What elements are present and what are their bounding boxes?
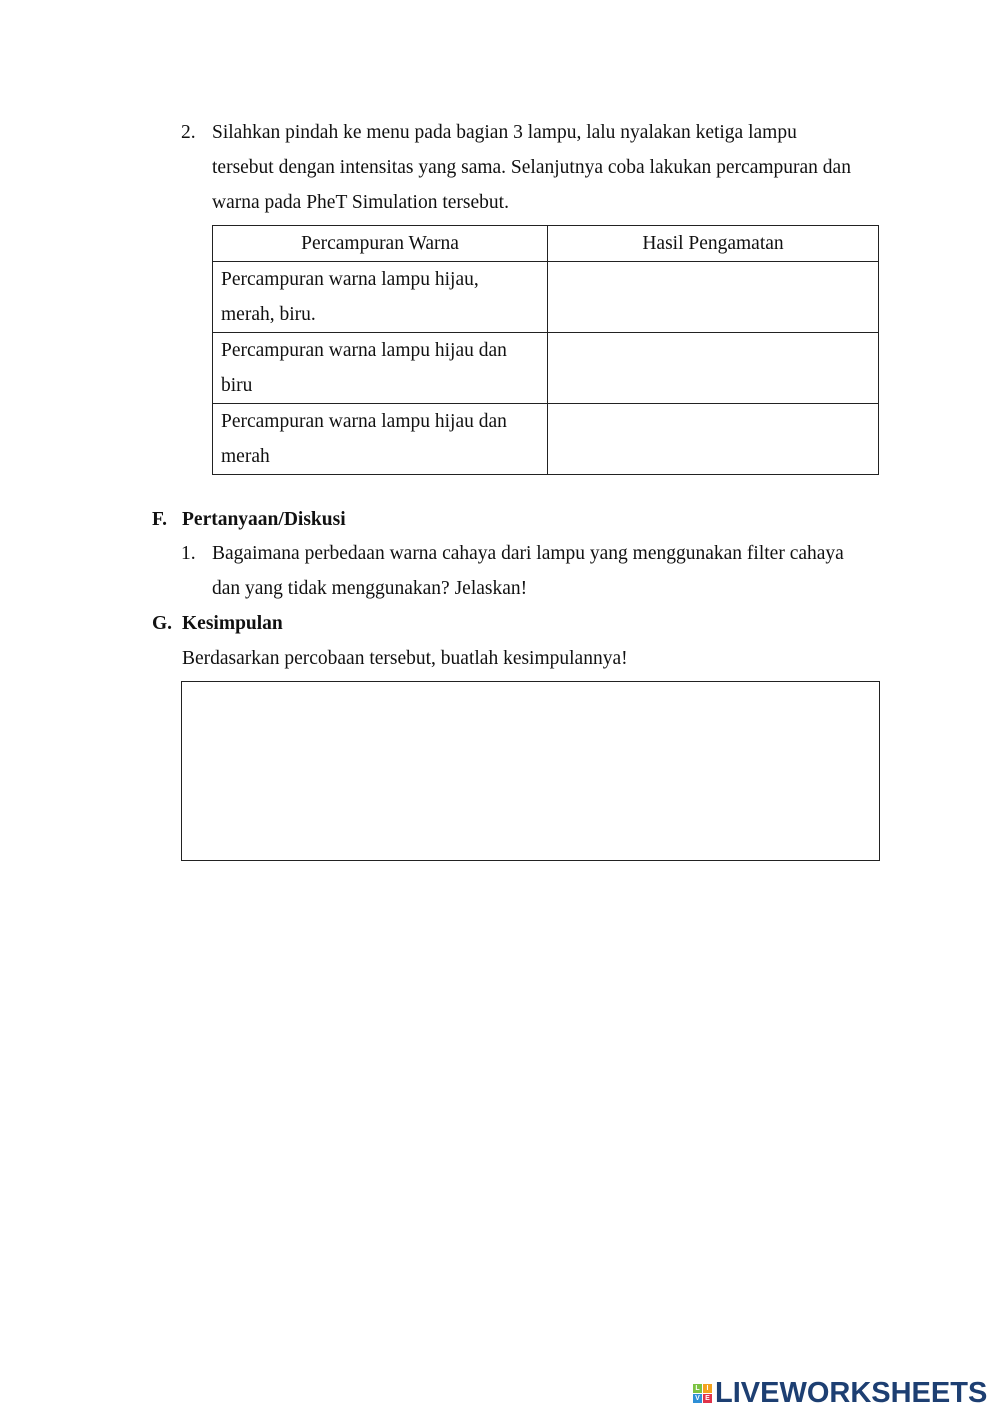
conclusion-instruction: Berdasarkan percobaan tersebut, buatlah kesimpulannya! [182, 648, 628, 669]
table-header-row [213, 226, 879, 262]
header-mixing: Percampuran Warna [213, 226, 548, 262]
item-2-line-2: tersebut dengan intensitas yang sama. Selanjutnya coba lakukan percampuran dan [212, 157, 851, 178]
section-f-letter: F. [152, 509, 167, 530]
conclusion-answer-box[interactable] [181, 681, 880, 861]
question-1-number: 1. [181, 543, 196, 564]
color-mixing-table [212, 225, 879, 475]
cell-line: biru [221, 375, 253, 396]
table-row [213, 262, 879, 333]
cell-line: merah [221, 446, 270, 467]
header-observation: Hasil Pengamatan [548, 226, 879, 262]
table-row [213, 404, 879, 475]
table-row [213, 333, 879, 404]
cell-line: Percampuran warna lampu hijau, [221, 269, 479, 290]
section-g-letter: G. [152, 613, 173, 634]
section-g-title: Kesimpulan [182, 613, 283, 634]
item-2-line-1: Silahkan pindah ke menu pada bagian 3 lampu, lalu nyalakan ketiga lampu [212, 122, 797, 143]
mixing-cell [213, 333, 548, 404]
logo-tile: L [693, 1384, 702, 1393]
mixing-cell [213, 262, 548, 333]
section-f-title: Pertanyaan/Diskusi [182, 509, 346, 530]
observation-answer-field[interactable] [548, 404, 879, 475]
question-1-line-1: Bagaimana perbedaan warna cahaya dari lampu yang menggunakan filter cahaya [212, 543, 844, 564]
observation-answer-field[interactable] [548, 262, 879, 333]
question-1-line-2: dan yang tidak menggunakan? Jelaskan! [212, 578, 528, 599]
observation-answer-field[interactable] [548, 333, 879, 404]
mixing-cell [213, 404, 548, 475]
item-2-line-3: warna pada PheT Simulation tersebut. [212, 192, 509, 213]
logo-tiles-icon [693, 1384, 712, 1403]
logo-tile: I [703, 1384, 712, 1393]
item-2-number: 2. [181, 122, 196, 143]
liveworksheets-logo [693, 1377, 987, 1410]
logo-tile: V [693, 1394, 702, 1403]
conclusion-text[interactable] [182, 682, 879, 860]
logo-tile: E [703, 1394, 712, 1403]
logo-wordmark: LIVEWORKSHEETS [715, 1377, 988, 1409]
cell-line: Percampuran warna lampu hijau dan [221, 411, 507, 432]
cell-line: merah, biru. [221, 304, 316, 325]
cell-line: Percampuran warna lampu hijau dan [221, 340, 507, 361]
